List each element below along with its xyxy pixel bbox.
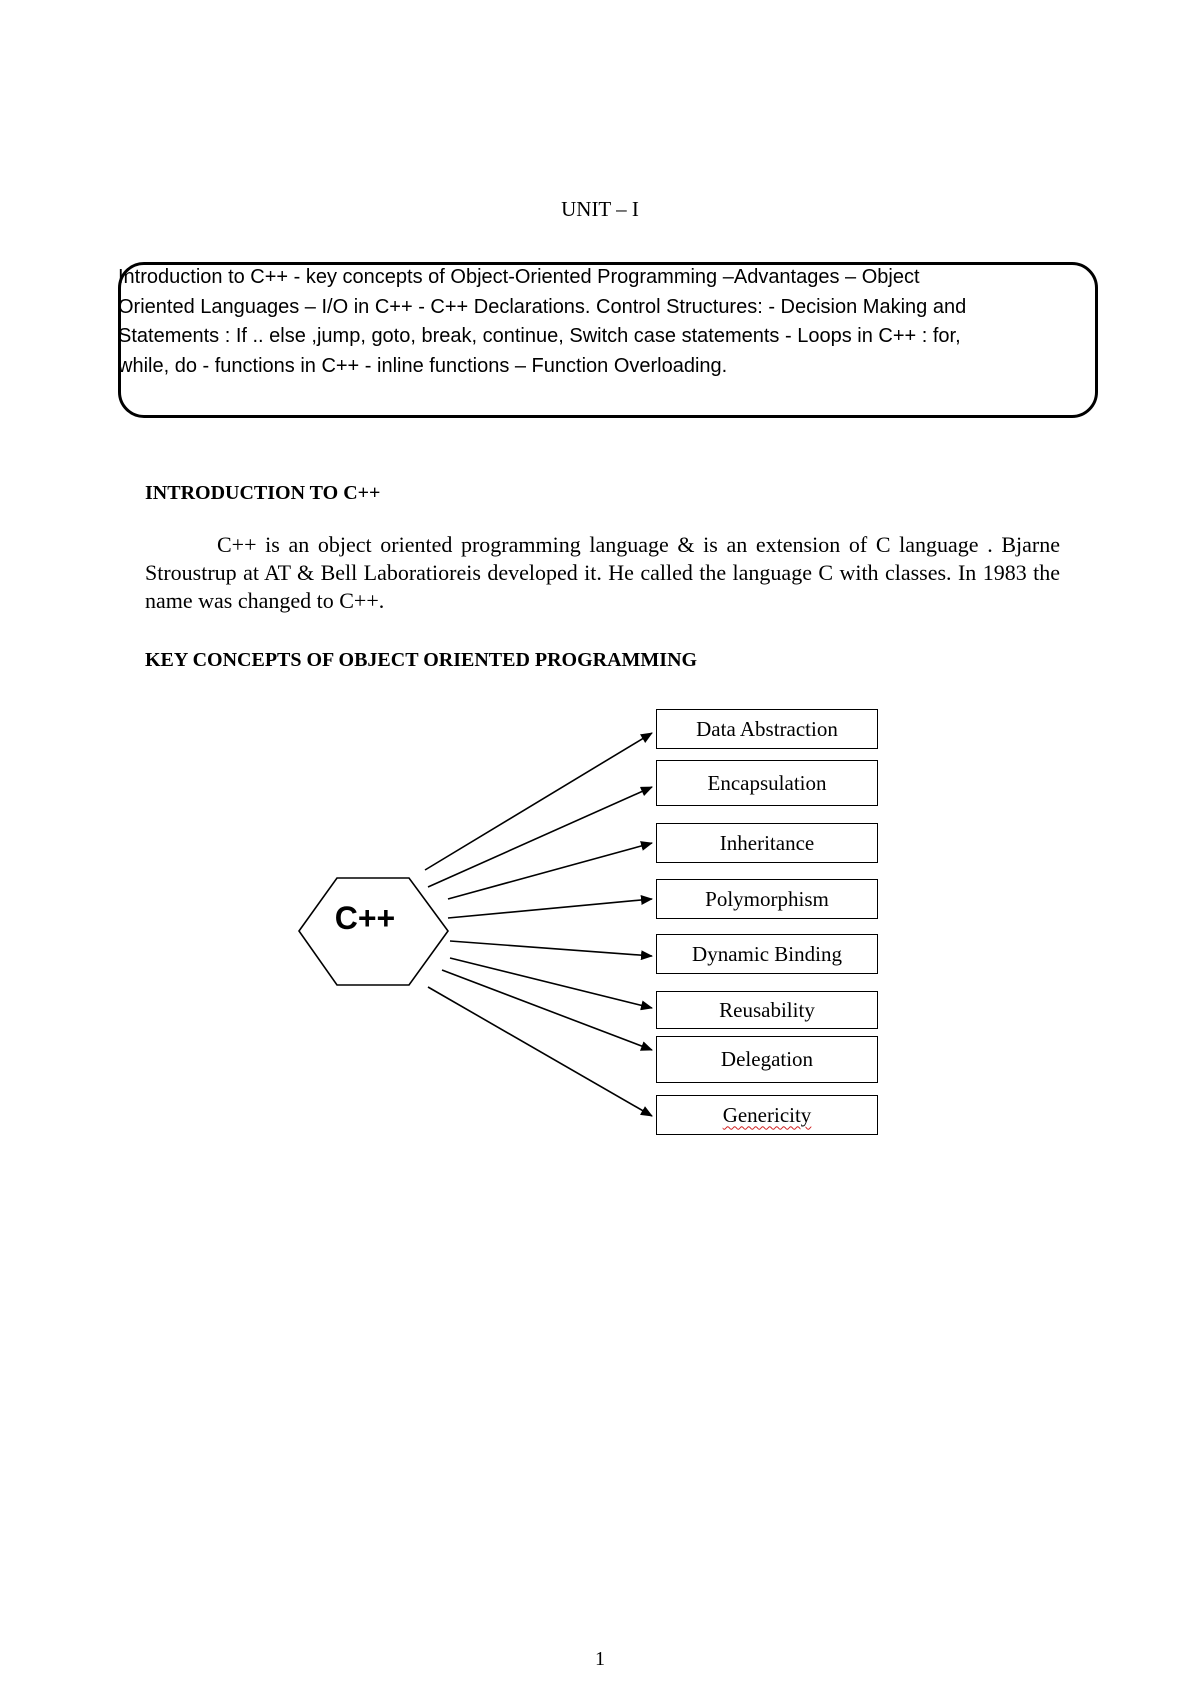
concept-label: Polymorphism [705, 886, 829, 911]
arrow-group [425, 733, 652, 1116]
concept-box [656, 879, 878, 919]
connector-arrow [428, 987, 652, 1116]
connector-arrow [428, 787, 652, 887]
concept-box [656, 934, 878, 974]
concept-label: Data Abstraction [696, 716, 838, 741]
concept-box [656, 991, 878, 1029]
connector-arrow [448, 899, 652, 918]
connector-arrow [450, 941, 652, 956]
intro-paragraph: C++ is an object oriented programming language & is an extension of C language . Bjarne Stroustrup at AT & Bell Laboratioreis developed it. He called the language C with classes. In 1983 the name was changed to C++. [145, 532, 1060, 613]
syllabus-fragment: Statements : If .. else ,jump, goto, break, continue, Switch case statements - Loops in C++ : for, [118, 325, 961, 347]
concept-label: Encapsulation [707, 770, 827, 795]
concept-box [656, 709, 878, 749]
connector-arrow [448, 843, 652, 899]
page-number: 1 [595, 1648, 605, 1670]
concept-box [656, 1036, 878, 1083]
syllabus-fragment: Oriented Languages – I/O in C++ - C++ Declarations. Control Structures: - Decision Making and [118, 295, 967, 318]
syllabus-fragment: while, do - functions in C++ - inline functions – Function Overloading. [118, 354, 728, 377]
connector-arrow [450, 958, 652, 1008]
unit-title: UNIT – I [561, 197, 639, 221]
concept-box [656, 760, 878, 806]
concept-label: Genericity [722, 1102, 812, 1127]
concept-label: Inheritance [719, 830, 815, 855]
concept-label: Reusability [719, 997, 815, 1022]
concept-label: Delegation [720, 1047, 814, 1071]
concept-box [656, 823, 878, 863]
concept-box [656, 1095, 878, 1135]
section-heading-key-concepts: KEY CONCEPTS OF OBJECT ORIENTED PROGRAMMING [145, 649, 698, 671]
concept-label: Dynamic Binding [692, 941, 842, 966]
syllabus-fragment: Introduction to C++ - key concepts of Object-Oriented Programming –Advantages – Object [118, 266, 920, 288]
cpp-label: C++ [334, 900, 396, 936]
section-heading-introduction: INTRODUCTION TO C++ [145, 482, 381, 504]
